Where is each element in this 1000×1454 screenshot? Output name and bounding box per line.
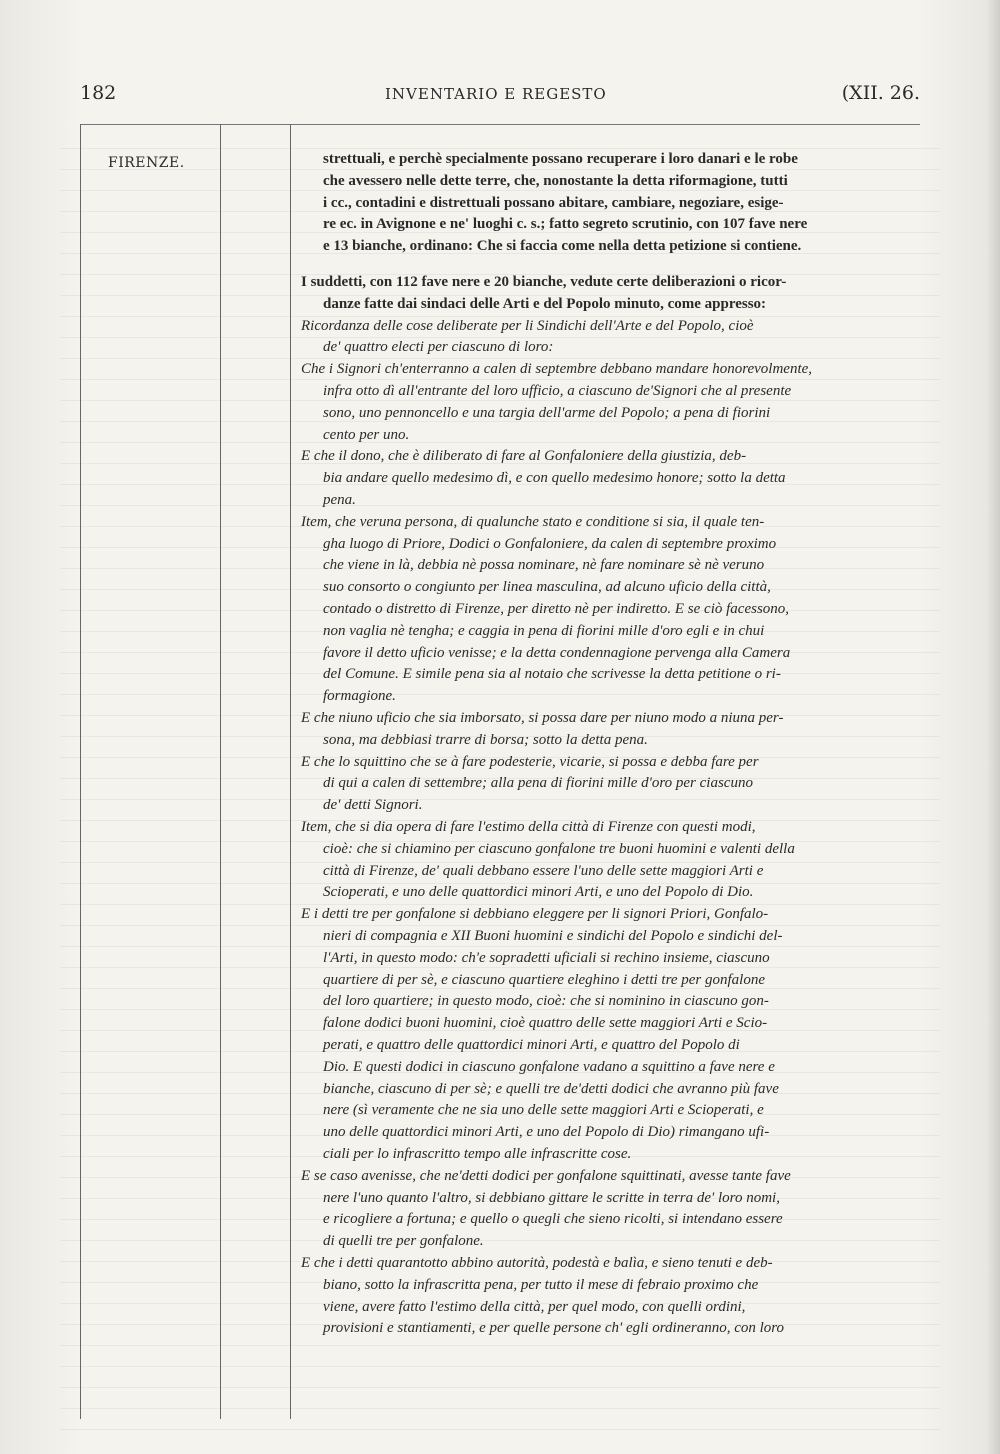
- text-line: suo consorto o congiunto per linea masculina, ad alcuno uficio della città,: [323, 579, 771, 596]
- text-line: E che lo squittino che se à fare podesterie, vicarie, si possa e debba fare per: [301, 753, 759, 770]
- text-line: del Comune. E simile pena sia al notaio che scrivesse la detta petitione o ri-: [323, 666, 781, 683]
- text-line: E che niuno uficio che sia imborsato, si possa dare per niuno modo a niuna per-: [301, 710, 784, 726]
- text-line: E che i detti quarantotto abbino autorità, podestà e balìa, e sieno tenuti e deb-: [301, 1255, 773, 1271]
- text-line: provisioni e stantiamenti, e per quelle persone ch' egli ordineranno, con loro: [323, 1320, 785, 1337]
- text-line: che viene in là, debbia nè possa nominare, nè fare nominare sè nè veruno: [323, 557, 765, 574]
- text-line: gha luogo di Priore, Dodici o Gonfaloniere, da calen di septembre proximo: [323, 535, 777, 552]
- text-line: l'Arti, in questo modo: ch'e sopradetti uficiali si rechino insieme, ciascuno: [323, 949, 770, 966]
- text-line: Scioperati, e uno delle quattordici minori Arti, e uno del Popolo di Dio.: [323, 884, 754, 901]
- text-line: E che il dono, che è diliberato di fare al Gonfaloniere della giustizia, deb-: [301, 448, 747, 465]
- text-line: Item, che veruna persona, di qualunche stato e conditione si sia, il quale ten-: [301, 513, 765, 530]
- text-line: i cc., contadini e distrettuali possano abitare, cambiare, negoziare, esige-: [323, 194, 784, 211]
- text-line: biano, sotto la infrascritta pena, per tutto il mese di febraio proximo che: [323, 1276, 759, 1293]
- text-line: Che i Signori ch'enterranno a calen di septembre debbano mandare honorevolmente,: [301, 361, 813, 378]
- text-line: nere l'uno quanto l'altro, si debbiano gittare le scritte in terra de' loro nomi,: [323, 1189, 780, 1206]
- text-line: de' quattro electi per ciascuno di loro:: [323, 339, 554, 356]
- text-line: strettuali, e perchè specialmente possano recuperare i loro danari e le robe: [323, 151, 798, 167]
- text-line: e ricogliere a fortuna; e quello o quegli che sieno ricolti, si intendano essere: [323, 1211, 783, 1228]
- text-line: de' detti Signori.: [323, 797, 423, 814]
- text-line: ciali per lo infrascritto tempo alle infrascritte cose.: [323, 1146, 632, 1162]
- text-line: perati, e quattro delle quattordici minori Arti, e quattro del Popolo di: [323, 1037, 740, 1053]
- text-line: sono, uno pennoncello e una targia dell'arme del Popolo; a pena di fiorini: [323, 404, 771, 421]
- page-number: 182: [80, 82, 117, 104]
- section-reference: (XII. 26.: [841, 82, 920, 104]
- text-line: Dio. E questi dodici in ciascuno gonfalone vadano a squittino a fave nere e: [323, 1058, 775, 1075]
- text-line: infra otto dì all'entrante del loro ufficio, a ciascuno de'Signori che al presente: [323, 383, 792, 399]
- text-line: nere (sì veramente che ne sia uno delle sette maggiori Arti e Scioperati, e: [323, 1102, 764, 1119]
- text-line: re ec. in Avignone e ne' luoghi c. s.; fatto segreto scrutinio, con 107 fave nere: [323, 216, 808, 233]
- text-line: di quelli tre per gonfalone.: [323, 1233, 484, 1250]
- text-line: falone dodici buoni huomini, cioè quattro delle sette maggiori Arti e Scio-: [323, 1015, 768, 1032]
- text-line: sona, ma debbiasi trarre di borsa; sotto la detta pena.: [323, 731, 648, 748]
- text-line: Ricordanza delle cose deliberate per li Sindichi dell'Arte e del Popolo, cioè: [301, 317, 754, 334]
- text-line: non vaglia nè tengha; e caggia in pena di fiorini mille d'oro egli e in chui: [323, 622, 765, 639]
- text-line: viene, avere fatto l'estimo della città, per quel modo, con quelli ordini,: [323, 1298, 746, 1315]
- text-line: I suddetti, con 112 fave nere e 20 bianche, vedute certe deliberazioni o ricor-: [301, 274, 787, 290]
- text-line: contado o distretto di Firenze, per diretto nè per indiretto. E se ciò facessono,: [323, 601, 790, 617]
- text-line: formagione.: [323, 688, 396, 705]
- margin-rule-middle: [220, 124, 221, 1419]
- text-line: Item, che si dia opera di fare l'estimo della città di Firenze con questi modi,: [301, 819, 756, 835]
- running-title: INVENTARIO E REGESTO: [385, 85, 607, 103]
- margin-place-name: FIRENZE.: [108, 155, 185, 171]
- text-line: che avessero nelle dette terre, che, nonostante la detta riformagione, tutti: [323, 172, 788, 189]
- margin-rule-right: [290, 124, 291, 1419]
- text-line: e 13 bianche, ordinano: Che si faccia come nella detta petizione si contiene.: [323, 238, 802, 255]
- text-line: nieri di compagnia e XII Buoni huomini e sindichi del Popolo e sindichi del-: [323, 928, 783, 944]
- margin-rule-left: [80, 124, 81, 1419]
- text-line: E se caso avenisse, che ne'detti dodici per gonfalone squittinati, avesse tante fave: [301, 1167, 791, 1184]
- text-line: uno delle quattordici minori Arti, e uno del Popolo di Dio) rimangano ufi-: [323, 1124, 770, 1141]
- text-line: città di Firenze, de' quali debbano essere l'uno delle sette maggiori Arti e: [323, 862, 764, 879]
- text-line: pena.: [323, 492, 356, 508]
- text-line: E i detti tre per gonfalone si debbiano eleggere per li signori Priori, Gonfalo-: [301, 906, 769, 923]
- text-line: del loro quartiere; in questo modo, cioè: che si nominino in ciascuno gon-: [323, 993, 769, 1010]
- text-line: favore il detto uficio venisse; e la detta condennagione pervenga alla Camera: [323, 644, 791, 661]
- page-edge-shadow: [986, 0, 1000, 1454]
- text-line: danze fatte dai sindaci delle Arti e del Popolo minuto, come appresso:: [323, 295, 767, 312]
- text-line: di qui a calen di settembre; alla pena di fiorini mille d'oro per ciascuno: [323, 775, 753, 792]
- text-line: cioè: che si chiamino per ciascuno gonfalone tre buoni huomini e valenti della: [323, 840, 795, 857]
- text-line: quartiere di per sè, e ciascuno quartiere eleghino i detti tre per gonfalone: [323, 971, 765, 988]
- text-line: cento per uno.: [323, 426, 410, 443]
- page-header: [80, 82, 920, 112]
- header-rule: [80, 124, 920, 125]
- text-line: bia andare quello medesimo dì, e con quello medesimo honore; sotto la detta: [323, 470, 786, 487]
- text-line: bianche, ciascuno di per sè; e quelli tre de'detti dodici che avranno più fave: [323, 1080, 779, 1097]
